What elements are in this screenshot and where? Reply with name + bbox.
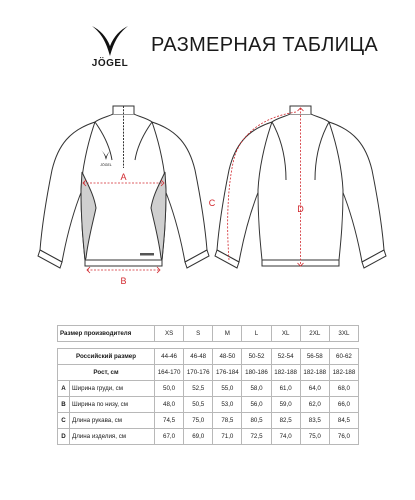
ru-size-cell: 50-52 <box>242 349 271 365</box>
row-label: Длина изделия, см <box>70 429 155 445</box>
row-letter: C <box>58 413 70 429</box>
ru-size-cell: 46-48 <box>184 349 213 365</box>
row-label: Ширина по низу, см <box>70 397 155 413</box>
value-cell: 71,0 <box>213 429 242 445</box>
ru-size-cell: 56-58 <box>300 349 329 365</box>
value-cell: 74,0 <box>271 429 300 445</box>
measure-b-label: B <box>120 276 127 286</box>
header <box>0 18 415 78</box>
value-cell: 64,0 <box>300 381 329 397</box>
height-cell: 164-170 <box>155 365 184 381</box>
value-cell: 52,5 <box>184 381 213 397</box>
value-cell: 50,0 <box>155 381 184 397</box>
value-cell: 75,0 <box>184 413 213 429</box>
chest-logo-text: JÖGEL <box>100 163 112 167</box>
value-cell: 75,0 <box>300 429 329 445</box>
value-cell: 58,0 <box>242 381 271 397</box>
value-cell: 83,5 <box>300 413 329 429</box>
size-cell: L <box>242 326 271 342</box>
value-cell: 82,5 <box>271 413 300 429</box>
value-cell: 56,0 <box>242 397 271 413</box>
ru-size-label: Российский размер <box>58 349 155 365</box>
value-cell: 68,0 <box>329 381 358 397</box>
row-letter: A <box>58 381 70 397</box>
value-cell: 61,0 <box>271 381 300 397</box>
row-label: Ширина груди, см <box>70 381 155 397</box>
manufacturer-size-label: Размер производителя <box>58 326 155 342</box>
value-cell: 74,5 <box>155 413 184 429</box>
height-cell: 170-176 <box>184 365 213 381</box>
table-row <box>58 413 359 429</box>
measure-a-label: A <box>120 172 127 182</box>
measure-d-label: D <box>297 204 304 214</box>
size-table <box>57 325 359 445</box>
hem-logo-icon <box>140 253 154 256</box>
height-cell: 182-188 <box>329 365 358 381</box>
value-cell: 69,0 <box>184 429 213 445</box>
size-cell: 2XL <box>300 326 329 342</box>
garment-diagram <box>0 100 415 300</box>
value-cell: 80,5 <box>242 413 271 429</box>
measure-b-line <box>87 267 160 273</box>
row-letter: D <box>58 429 70 445</box>
value-cell: 72,5 <box>242 429 271 445</box>
ru-size-cell: 60-62 <box>329 349 358 365</box>
value-cell: 62,0 <box>300 397 329 413</box>
height-cell: 182-188 <box>300 365 329 381</box>
value-cell: 67,0 <box>155 429 184 445</box>
value-cell: 50,5 <box>184 397 213 413</box>
size-cell: XL <box>271 326 300 342</box>
brand-name: JÖGEL <box>91 58 129 69</box>
value-cell: 66,0 <box>329 397 358 413</box>
table-row <box>58 349 359 365</box>
value-cell: 84,5 <box>329 413 358 429</box>
height-label: Рост, см <box>58 365 155 381</box>
value-cell: 48,0 <box>155 397 184 413</box>
size-cell: XS <box>155 326 184 342</box>
value-cell: 76,0 <box>329 429 358 445</box>
height-cell: 176-184 <box>213 365 242 381</box>
table-spacer <box>58 342 359 349</box>
row-label: Длина рукава, см <box>70 413 155 429</box>
ru-size-cell: 52-54 <box>271 349 300 365</box>
value-cell: 55,0 <box>213 381 242 397</box>
height-cell: 180-186 <box>242 365 271 381</box>
table-row <box>58 429 359 445</box>
ru-size-cell: 44-46 <box>155 349 184 365</box>
size-cell: M <box>213 326 242 342</box>
height-cell: 182-188 <box>271 365 300 381</box>
value-cell: 78,5 <box>213 413 242 429</box>
table-row <box>58 365 359 381</box>
jogel-logo-icon <box>80 24 140 58</box>
value-cell: 59,0 <box>271 397 300 413</box>
table-row <box>58 381 359 397</box>
ru-size-cell: 48-50 <box>213 349 242 365</box>
size-cell: 3XL <box>329 326 358 342</box>
page-title: РАЗМЕРНАЯ ТАБЛИЦА <box>151 34 379 56</box>
front-jacket <box>38 106 209 268</box>
table-header-row <box>58 326 359 342</box>
brand-logo <box>80 24 140 76</box>
row-letter: B <box>58 397 70 413</box>
table-row <box>58 397 359 413</box>
value-cell: 53,0 <box>213 397 242 413</box>
jacket-drawings <box>0 100 415 300</box>
measure-c-label: C <box>208 198 216 208</box>
size-cell: S <box>184 326 213 342</box>
